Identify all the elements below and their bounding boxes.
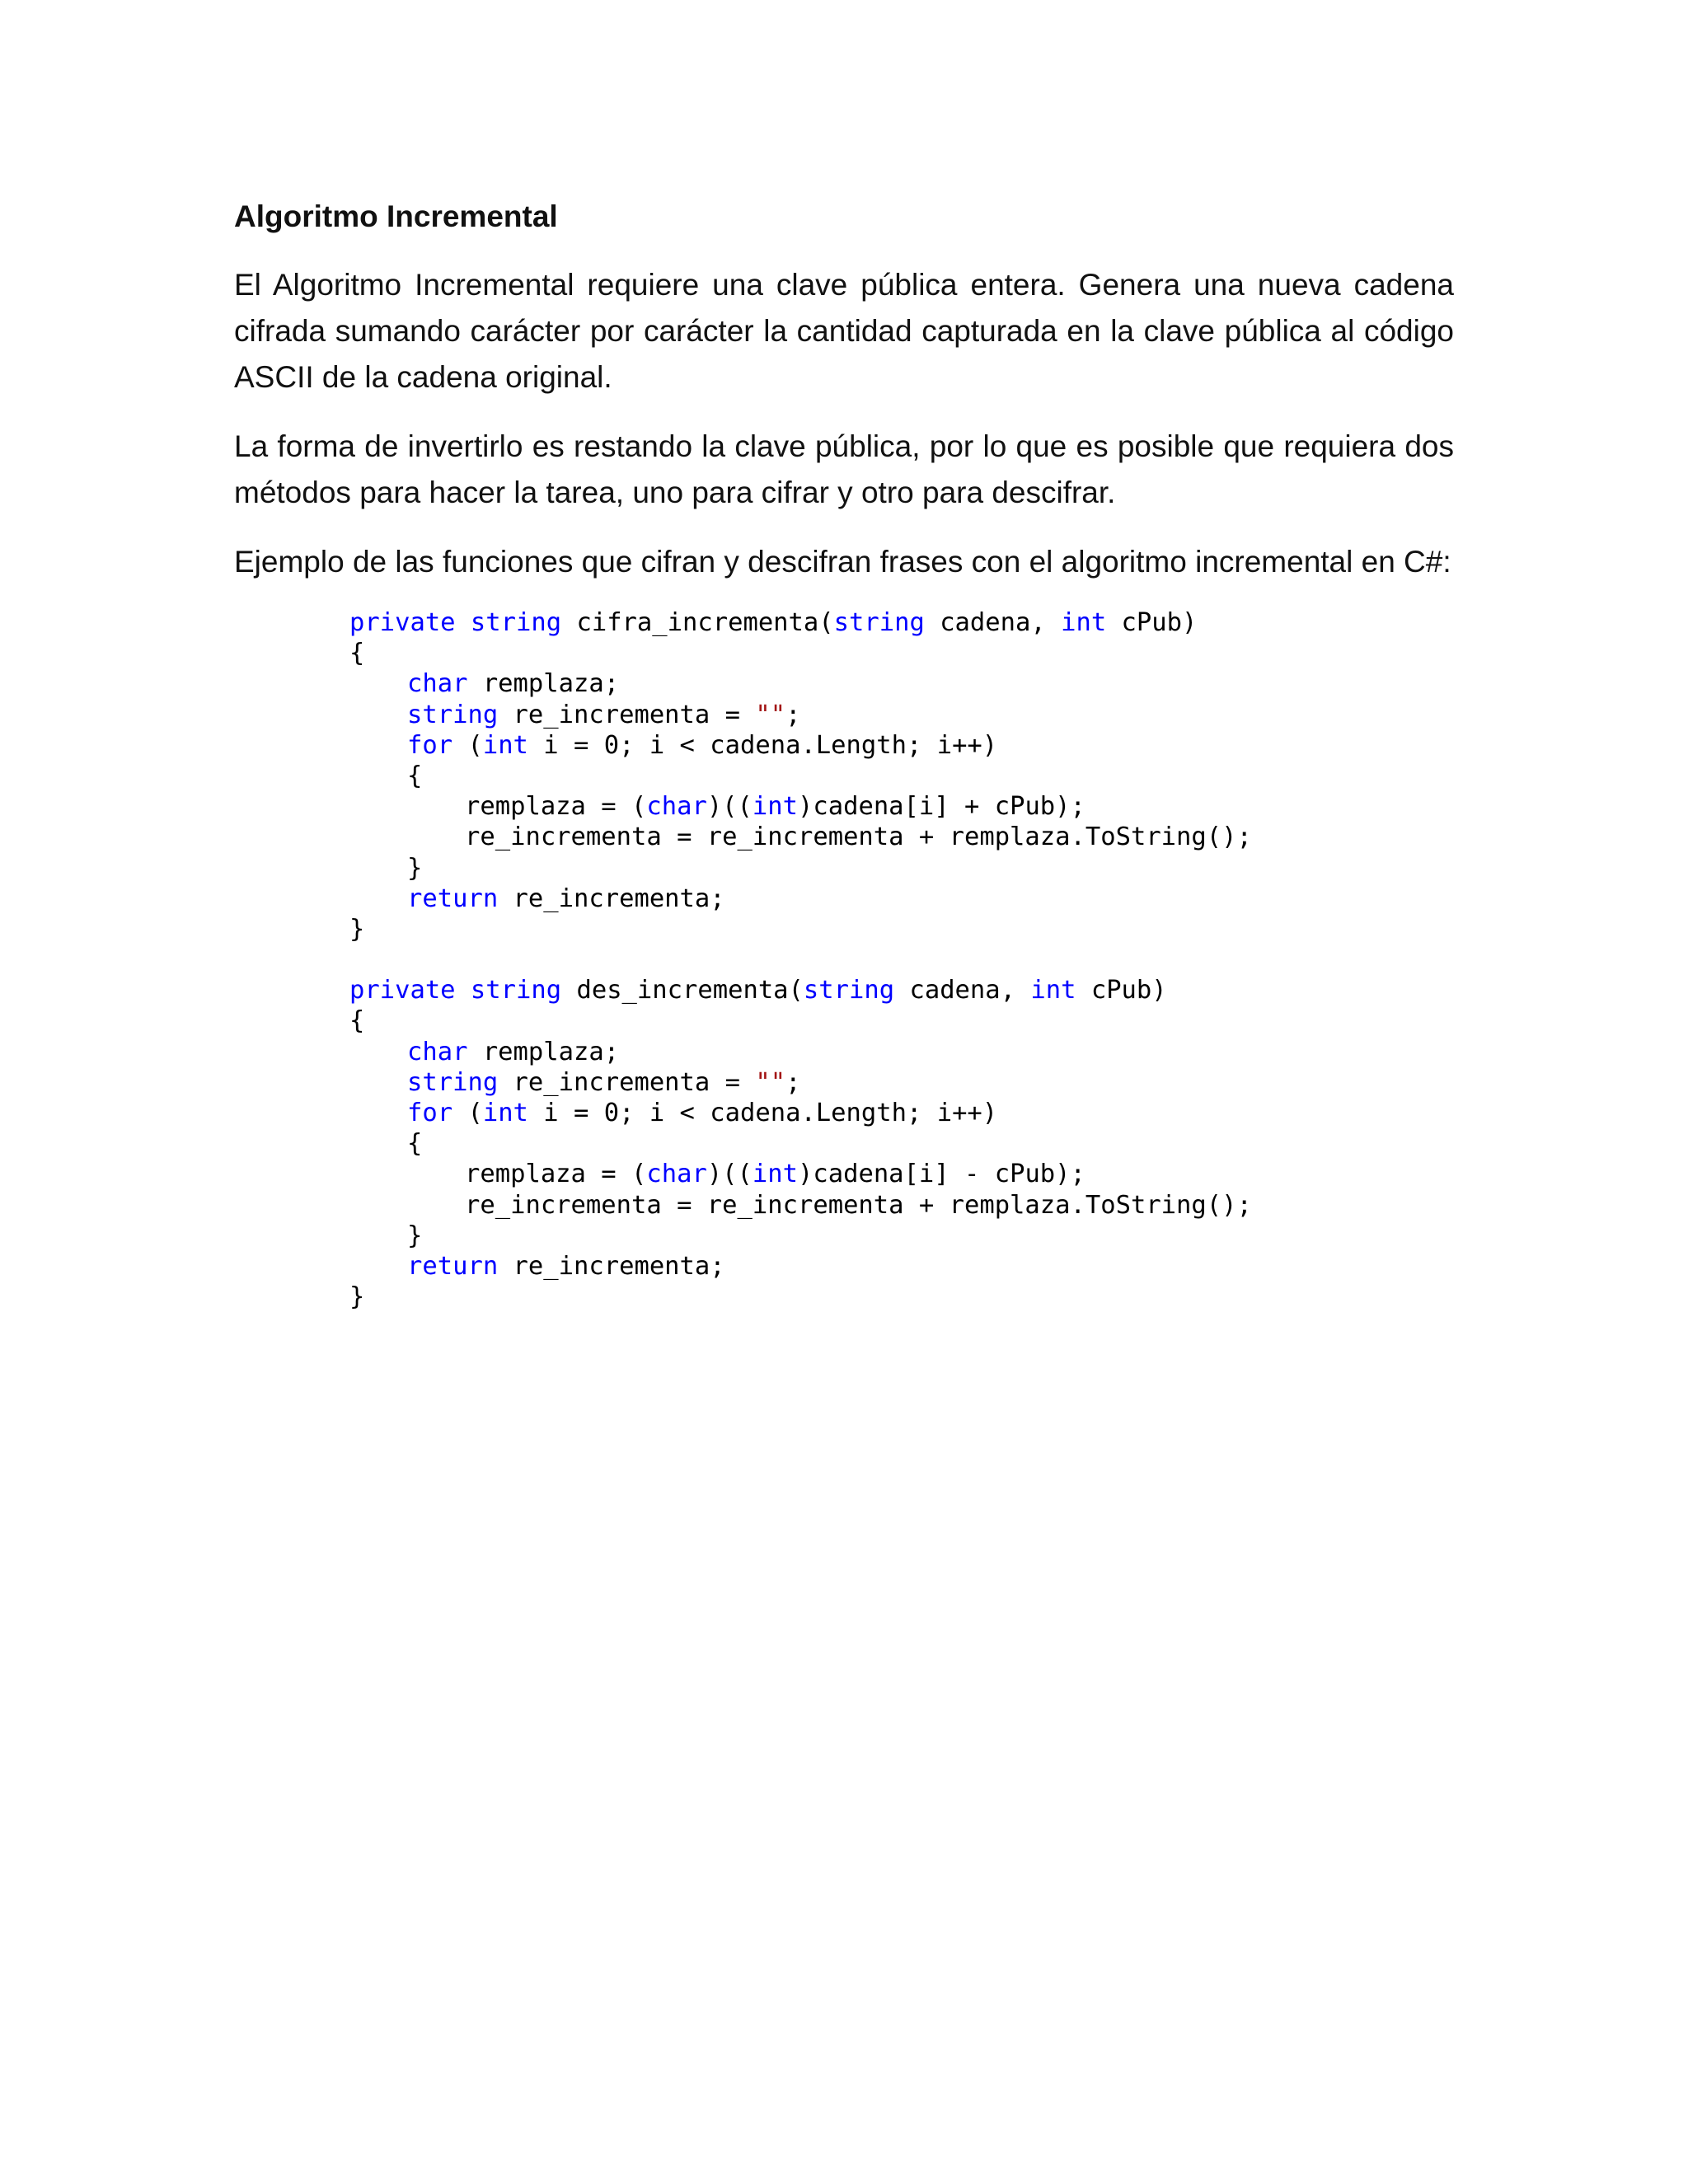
code-line — [349, 822, 1252, 852]
code-keyword: char — [407, 1037, 468, 1066]
code-string: "" — [755, 700, 786, 729]
code-text: )cadena[i] - cPub); — [798, 1160, 1085, 1189]
code-keyword: string — [833, 608, 925, 637]
code-line — [349, 1282, 1252, 1312]
code-text: { — [407, 761, 423, 790]
code-text: remplaza; — [467, 1037, 620, 1066]
code-text: re_incrementa = re_incrementa + remplaza.ToString(); — [465, 823, 1252, 852]
code-keyword: int — [482, 730, 528, 760]
code-text: ; — [785, 700, 801, 729]
code-keyword: for — [407, 730, 453, 760]
code-text — [456, 608, 471, 637]
code-text: i = 0; i < cadena.Length; i++) — [528, 730, 998, 760]
code-text: re_incrementa = re_incrementa + remplaza.ToString(); — [465, 1190, 1252, 1220]
code-text: { — [349, 639, 365, 668]
code-line — [349, 1067, 1252, 1098]
code-line — [349, 1128, 1252, 1159]
code-string: "" — [755, 1067, 786, 1097]
paragraph-example-intro: Ejemplo de las funciones que cifran y descifran frases con el algoritmo incremental en C#: — [234, 545, 1451, 579]
code-text: } — [407, 1221, 423, 1250]
code-line — [349, 1251, 1252, 1282]
paragraph-inversion: La forma de invertirlo es restando la clave pública, por lo que es posible que requiera dos métodos para hacer la tarea, uno para cifrar y otro para descifrar. — [234, 429, 1454, 509]
code-line — [349, 607, 1252, 638]
code-line — [349, 853, 1252, 883]
code-text — [456, 976, 471, 1005]
code-keyword: string — [470, 976, 562, 1005]
code-keyword: string — [407, 1067, 499, 1097]
code-line — [349, 791, 1252, 822]
code-text: cPub) — [1106, 608, 1198, 637]
code-text: ; — [785, 1067, 801, 1097]
code-text: re_incrementa = — [498, 700, 756, 729]
code-keyword: int — [482, 1099, 528, 1127]
code-text: cadena, — [894, 976, 1031, 1005]
code-text: ( — [452, 730, 483, 760]
code-text: )cadena[i] + cPub); — [798, 792, 1085, 822]
code-keyword: string — [470, 608, 562, 637]
code-text: )(( — [706, 792, 753, 822]
code-text: des_incrementa( — [561, 976, 804, 1005]
code-line — [349, 1190, 1252, 1221]
code-line — [349, 668, 1252, 699]
code-line — [349, 730, 1252, 761]
code-text: remplaza = ( — [465, 1160, 647, 1189]
code-text: { — [349, 1006, 365, 1036]
code-keyword: char — [646, 792, 707, 822]
code-line — [349, 638, 1252, 668]
code-line — [349, 1098, 1252, 1128]
code-line — [349, 1037, 1252, 1067]
code-text: } — [349, 914, 365, 944]
code-text: remplaza; — [467, 669, 620, 699]
code-keyword: char — [646, 1160, 707, 1189]
code-line — [349, 944, 1252, 975]
code-line — [349, 761, 1252, 791]
code-keyword: private — [349, 976, 456, 1005]
code-line — [349, 1005, 1252, 1036]
code-keyword: private — [349, 608, 456, 637]
code-keyword: int — [752, 792, 798, 822]
code-keyword: string — [407, 700, 499, 729]
code-text: } — [407, 853, 423, 883]
code-keyword: string — [803, 976, 895, 1005]
code-keyword: int — [1030, 976, 1076, 1005]
code-text: cadena, — [924, 608, 1062, 637]
code-keyword: for — [407, 1099, 453, 1127]
code-text: ( — [452, 1099, 483, 1127]
code-line — [349, 1221, 1252, 1251]
code-text: re_incrementa = — [498, 1067, 756, 1097]
code-keyword: return — [407, 1251, 499, 1281]
section-heading: Algoritmo Incremental — [234, 199, 558, 233]
code-keyword: int — [1061, 608, 1107, 637]
code-text: re_incrementa; — [498, 883, 725, 913]
code-line — [349, 914, 1252, 944]
code-text: { — [407, 1129, 423, 1159]
code-keyword: char — [407, 669, 468, 699]
code-line — [349, 883, 1252, 914]
code-text: i = 0; i < cadena.Length; i++) — [528, 1099, 998, 1127]
paragraph-description: El Algoritmo Incremental requiere una clave pública entera. Genera una nueva cadena cifrada sumando carácter por carácter la cantidad capturada en la clave pública al código ASCII de la cadena original. — [234, 268, 1454, 394]
code-text: cifra_incrementa( — [561, 608, 834, 637]
code-block — [349, 607, 1252, 1312]
code-keyword: int — [752, 1160, 798, 1189]
code-text: remplaza = ( — [465, 792, 647, 822]
code-keyword: return — [407, 883, 499, 913]
code-text: cPub) — [1076, 976, 1167, 1005]
code-line — [349, 700, 1252, 730]
code-text: re_incrementa; — [498, 1251, 725, 1281]
code-line — [349, 975, 1252, 1005]
code-line — [349, 1159, 1252, 1189]
code-text: )(( — [706, 1160, 753, 1189]
code-text: } — [349, 1282, 365, 1312]
